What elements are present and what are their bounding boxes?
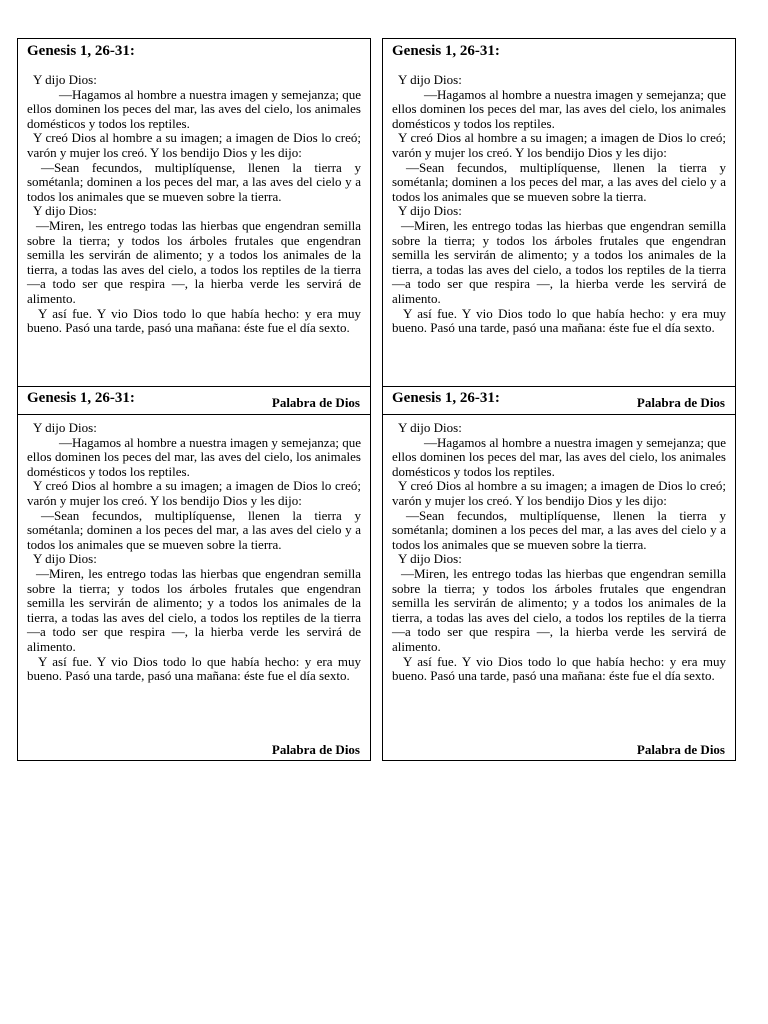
reading-paragraph: Y así fue. Y vio Dios todo lo que había hecho: y era muy bueno. Pasó una tarde, pasó una mañana: éste fue el día sexto.	[27, 305, 361, 336]
reading-paragraph: —Miren, les entrego todas las hierbas que engendran semilla sobre la tierra; y todos los árboles frutales que engendran semilla les servirán de alimento; y a todos los animales de la tierra, a todas las aves del cielo, a todos los reptiles de la tierra —a todo ser que respira —, la hierba verde les servirá de alimento.	[27, 565, 361, 654]
reading-card-1	[17, 38, 371, 387]
reading-paragraph: Y así fue. Y vio Dios todo lo que había hecho: y era muy bueno. Pasó una tarde, pasó una mañana: éste fue el día sexto.	[392, 653, 726, 684]
reading-paragraph: Y dijo Dios:	[398, 203, 462, 219]
reading-title: Genesis 1, 26-31:	[27, 43, 135, 59]
reading-paragraph: —Hagamos al hombre a nuestra imagen y semejanza; que ellos dominen los peces del mar, las aves del cielo, los animales domésticos y todos los reptiles.	[392, 434, 726, 479]
divider	[18, 414, 370, 415]
reading-body	[27, 421, 361, 684]
reading-paragraph: Y dijo Dios:	[33, 551, 97, 567]
reading-paragraph: —Sean fecundos, multiplíquense, llenen la tierra y sométanla; dominen a los peces del mar, a las aves del cielo y a todos los animales que se mueven sobre la tierra.	[27, 507, 361, 552]
reading-title: Genesis 1, 26-31:	[392, 43, 500, 59]
reading-title: Genesis 1, 26-31:	[392, 390, 500, 406]
reading-paragraph: Y así fue. Y vio Dios todo lo que había hecho: y era muy bueno. Pasó una tarde, pasó una mañana: éste fue el día sexto.	[392, 305, 726, 336]
reading-footer-top: Palabra de Dios	[636, 395, 725, 410]
reading-footer: Palabra de Dios	[636, 742, 725, 757]
reading-paragraph: Y creó Dios al hombre a su imagen; a imagen de Dios lo creó; varón y mujer los creó. Y los bendijo Dios y les dijo:	[392, 130, 726, 160]
reading-footer: Palabra de Dios	[271, 742, 360, 757]
reading-footer-top: Palabra de Dios	[271, 395, 360, 410]
reading-paragraph: Y dijo Dios:	[33, 72, 97, 87]
reading-paragraph: —Miren, les entrego todas las hierbas que engendran semilla sobre la tierra; y todos los árboles frutales que engendran semilla les servirán de alimento; y a todos los animales de la tierra, a todas las aves del cielo, a todos los reptiles de la tierra —a todo ser que respira —, la hierba verde les servirá de alimento.	[27, 217, 361, 306]
reading-paragraph: Y creó Dios al hombre a su imagen; a imagen de Dios lo creó; varón y mujer los creó. Y los bendijo Dios y les dijo:	[27, 130, 361, 160]
reading-paragraph: Y dijo Dios:	[398, 420, 462, 435]
reading-paragraph: —Sean fecundos, multiplíquense, llenen la tierra y sométanla; dominen a los peces del mar, a las aves del cielo y a todos los animales que se mueven sobre la tierra.	[392, 159, 726, 204]
reading-paragraph: —Miren, les entrego todas las hierbas que engendran semilla sobre la tierra; y todos los árboles frutales que engendran semilla les servirán de alimento; y a todos los animales de la tierra, a todas las aves del cielo, a todos los reptiles de la tierra —a todo ser que respira —, la hierba verde les servirá de alimento.	[392, 217, 726, 306]
reading-paragraph: —Sean fecundos, multiplíquense, llenen la tierra y sométanla; dominen a los peces del mar, a las aves del cielo y a todos los animales que se mueven sobre la tierra.	[27, 159, 361, 204]
reading-paragraph: —Sean fecundos, multiplíquense, llenen la tierra y sométanla; dominen a los peces del mar, a las aves del cielo y a todos los animales que se mueven sobre la tierra.	[392, 507, 726, 552]
reading-paragraph: —Miren, les entrego todas las hierbas que engendran semilla sobre la tierra; y todos los árboles frutales que engendran semilla les servirán de alimento; y a todos los animales de la tierra, a todas las aves del cielo, a todos los reptiles de la tierra —a todo ser que respira —, la hierba verde les servirá de alimento.	[392, 565, 726, 654]
reading-paragraph: —Hagamos al hombre a nuestra imagen y semejanza; que ellos dominen los peces del mar, las aves del cielo, los animales domésticos y todos los reptiles.	[27, 434, 361, 479]
reading-body	[392, 421, 726, 684]
reading-paragraph: Y dijo Dios:	[398, 72, 462, 87]
divider	[383, 414, 735, 415]
reading-paragraph: Y dijo Dios:	[33, 203, 97, 219]
reading-card-4	[382, 386, 736, 761]
reading-card-2	[382, 38, 736, 387]
reading-paragraph: Y dijo Dios:	[33, 420, 97, 435]
reading-paragraph: —Hagamos al hombre a nuestra imagen y semejanza; que ellos dominen los peces del mar, las aves del cielo, los animales domésticos y todos los reptiles.	[27, 86, 361, 131]
reading-paragraph: —Hagamos al hombre a nuestra imagen y semejanza; que ellos dominen los peces del mar, las aves del cielo, los animales domésticos y todos los reptiles.	[392, 86, 726, 131]
reading-paragraph: Y así fue. Y vio Dios todo lo que había hecho: y era muy bueno. Pasó una tarde, pasó una mañana: éste fue el día sexto.	[27, 653, 361, 684]
reading-body	[392, 73, 726, 336]
reading-title: Genesis 1, 26-31:	[27, 390, 135, 406]
reading-card-3	[17, 386, 371, 761]
reading-paragraph: Y dijo Dios:	[398, 551, 462, 567]
reading-paragraph: Y creó Dios al hombre a su imagen; a imagen de Dios lo creó; varón y mujer los creó. Y los bendijo Dios y les dijo:	[392, 478, 726, 508]
reading-body	[27, 73, 361, 336]
reading-paragraph: Y creó Dios al hombre a su imagen; a imagen de Dios lo creó; varón y mujer los creó. Y los bendijo Dios y les dijo:	[27, 478, 361, 508]
